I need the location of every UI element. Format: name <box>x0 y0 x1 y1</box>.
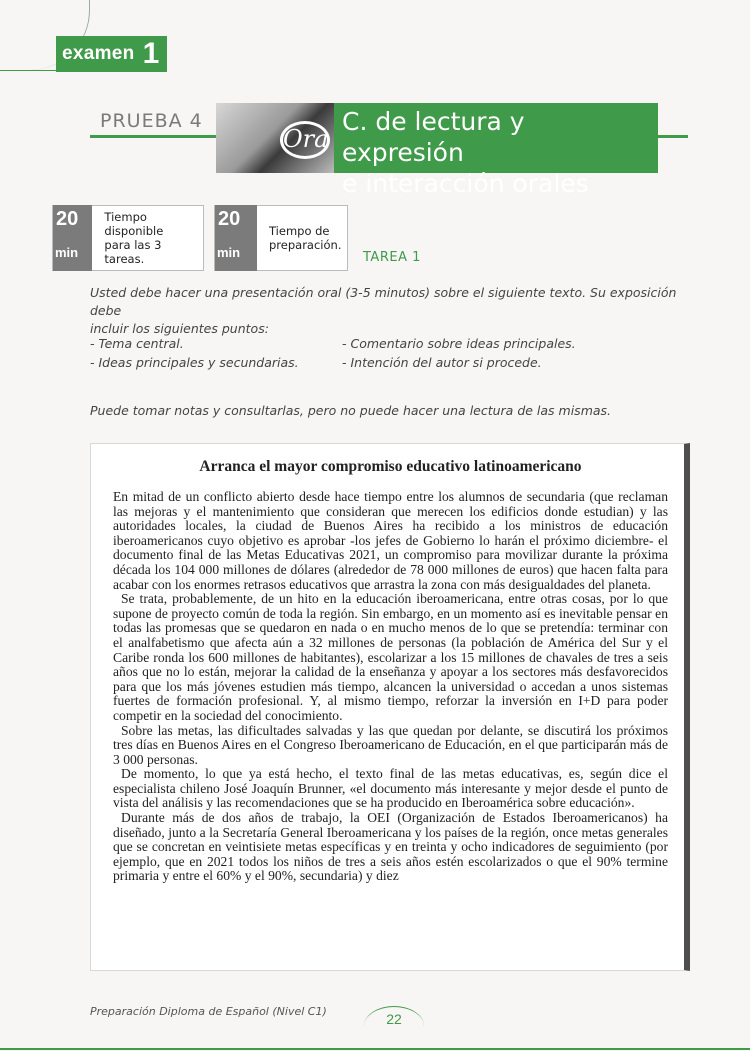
bullet-item: - Tema central. <box>90 336 184 351</box>
exam-tab <box>56 36 167 72</box>
prueba-label: PRUEBA 4 <box>100 110 203 132</box>
tarea-label: TAREA 1 <box>363 250 421 265</box>
timer-number: 20 <box>56 208 79 230</box>
timer-line-1: Tiempo disponible <box>104 210 164 238</box>
exam-word: examen <box>62 43 135 64</box>
footer-text: Preparación Diploma de Español (Nivel C1) <box>90 1005 327 1018</box>
article-paragraph: Sobre las metas, las dificultades salvadas y las que quedan por delante, se discutirá los próximos tres días en Buenos Aires en el Congreso Iberoamericano de Educación, en el que participarán más de 3 000 personas. <box>113 722 668 767</box>
bullets-left <box>90 334 299 372</box>
article-paragraph: Se trata, probablemente, de un hito en la educación iberoamericana, entre otras cosas, por lo que supone de proyecto común de toda la región. Sin embargo, en un momento así es inevitable pensar en todas las promesas que se quedaron en nada o en mucho menos de lo que se pretendía: terminar con el analfabetismo que afecta aún a 32 millones de personas (la población de América del Sur y el Caribe ronda los 600 millones de habitantes), escolarizar a los 15 millones de chavales de tres a seis años que no lo están, mejorar la calidad de la enseñanza y apoyar a los sectores más desfavorecidos para que los más jóvenes estudien más tiempo, alcancen la universidad o accedan a unos sistemas fuertes de formación profesional. Y, al mismo tiempo, reforzar la inversión en I+D para poder competir en la sociedad del conocimiento. <box>113 591 668 723</box>
title-line-2: e interacción orales <box>342 169 589 198</box>
timer-text <box>257 224 341 252</box>
article-paragraph: En mitad de un conflicto abierto desde hace tiempo entre los alumnos de secundaria (que reclaman las mejoras y el mantenimiento que consideran que merecen los edificios donde estudian) y las autoridades locales, la ciudad de Buenos Aires ha recibido a los ministros de educación iberoamericanos cuyo objetivo es aprobar -los jefes de Gobierno lo harán el próximo diciembre- el documento final de las Metas Educativas 2021, un compromiso para movilizar durante la próxima década los 104 000 millones de dólares (alrededor de 78 000 millones de euros) que hacen falta para acabar con los enormes retrasos educativos que arrastra la zona con más desigualdades del planeta. <box>113 489 668 592</box>
bullet-item: - Ideas principales y secundarias. <box>90 355 299 370</box>
timer-number: 20 <box>218 208 241 230</box>
intro-line-2: incluir los siguientes puntos: <box>90 321 269 336</box>
timer-line-2: preparación. <box>269 238 342 252</box>
instructions-notes: Puede tomar notas y consultarlas, pero no puede hacer una lectura de las mismas. <box>90 403 612 418</box>
bottom-divider <box>0 1048 750 1050</box>
timer-available <box>52 205 204 271</box>
exam-number: 1 <box>142 37 160 70</box>
bullet-item: - Comentario sobre ideas principales. <box>342 336 576 351</box>
bullets-right <box>342 334 576 372</box>
timer-preparation <box>214 205 348 271</box>
title-line-1: C. de lectura y expresión <box>342 107 525 167</box>
ora-logo: Ora <box>280 121 330 159</box>
prueba-title <box>334 103 658 198</box>
timer-line-1: Tiempo de <box>269 224 330 238</box>
clock-icon <box>53 205 92 271</box>
bullet-item: - Intención del autor si procede. <box>342 355 542 370</box>
timer-unit: min <box>55 245 79 260</box>
timer-text <box>92 210 203 266</box>
article-paragraph: Durante más de dos años de trabajo, la OEI (Organización de Estados Iberoamericanos) ha diseñado, junto a la Secretaría General Iberoamericana y los países de la región, once metas generales que se concretan en veintisiete metas específicas y en treinta y ocho indicadores de seguimiento (por ejemplo, que en 2021 todos los niños de tres a seis años estén escolarizados o que el 90% termine primaria y entre el 60% y el 90%, secundaria) y diez <box>113 810 668 884</box>
article-title: Arranca el mayor compromiso educativo latinoamericano <box>199 458 582 475</box>
instructions-intro <box>90 284 700 338</box>
exam-divider <box>0 70 60 71</box>
reading-text <box>90 443 690 971</box>
timer-line-2: para las 3 tareas. <box>104 238 162 266</box>
intro-line-1: Usted debe hacer una presentación oral (3-5 minutos) sobre el siguiente texto. Su exposición debe <box>90 285 677 318</box>
clock-icon <box>215 205 257 271</box>
timer-unit: min <box>217 245 241 260</box>
mouth-image <box>216 103 334 173</box>
page-number: 22 <box>364 1006 424 1046</box>
article-paragraph: De momento, lo que ya está hecho, el texto final de las metas educativas, es, según dice el especialista chileno José Joaquín Brunner, «el documento más interesante y mejor desde el punto de vista del análisis y las recomendaciones que se ha producido en Iberoamérica sobre educación». <box>113 766 668 811</box>
